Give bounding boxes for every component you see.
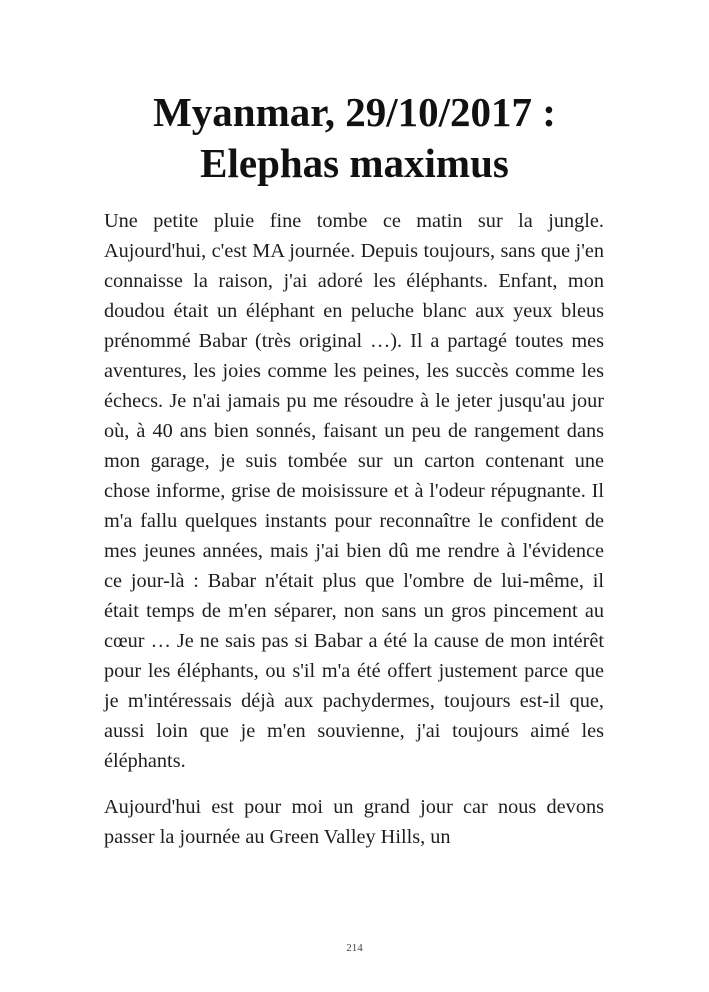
chapter-title-line-1: Myanmar, 29/10/2017 :: [153, 89, 556, 135]
paragraph-1: Une petite pluie fine tombe ce matin sur la jungle. Aujourd'hui, c'est MA journée. Depuis toujours, sans que j'en connaisse la raison, j'ai adoré les éléphants. Enfant, mon doudou était un éléphant en peluche blanc aux yeux bleus prénommé Babar (très original …). Il a partagé toutes mes aventures, les joies comme les peines, les succès comme les échecs. Je n'ai jamais pu me résoudre à le jeter jusqu'au jour où, à 40 ans bien sonnés, faisant un peu de rangement dans mon garage, je suis tombée sur un carton contenant une chose informe, grise de moisissure et à l'odeur répugnante. Il m'a fallu quelques instants pour reconnaître le confident de mes jeunes années, mais j'ai bien dû me rendre à l'évidence ce jour-là : Babar n'était plus que l'ombre de lui-même, il était temps de m'en séparer, non sans un gros pincement au cœur … Je ne sais pas si Babar a été la cause de mon intérêt pour les éléphants, ou s'il m'a été offert justement parce que je m'intéressais déjà aux pachydermes, toujours est-il que, aussi loin que je m'en souvienne, j'ai toujours aimé les éléphants.: [104, 210, 604, 772]
chapter-title: [0, 87, 709, 189]
page-number: 214: [346, 942, 363, 954]
body-text: [104, 206, 604, 852]
paragraph-2: Aujourd'hui est pour moi un grand jour car nous devons passer la journée au Green Valley Hills, un: [104, 796, 604, 848]
chapter-title-line-2: Elephas maximus: [200, 140, 509, 186]
